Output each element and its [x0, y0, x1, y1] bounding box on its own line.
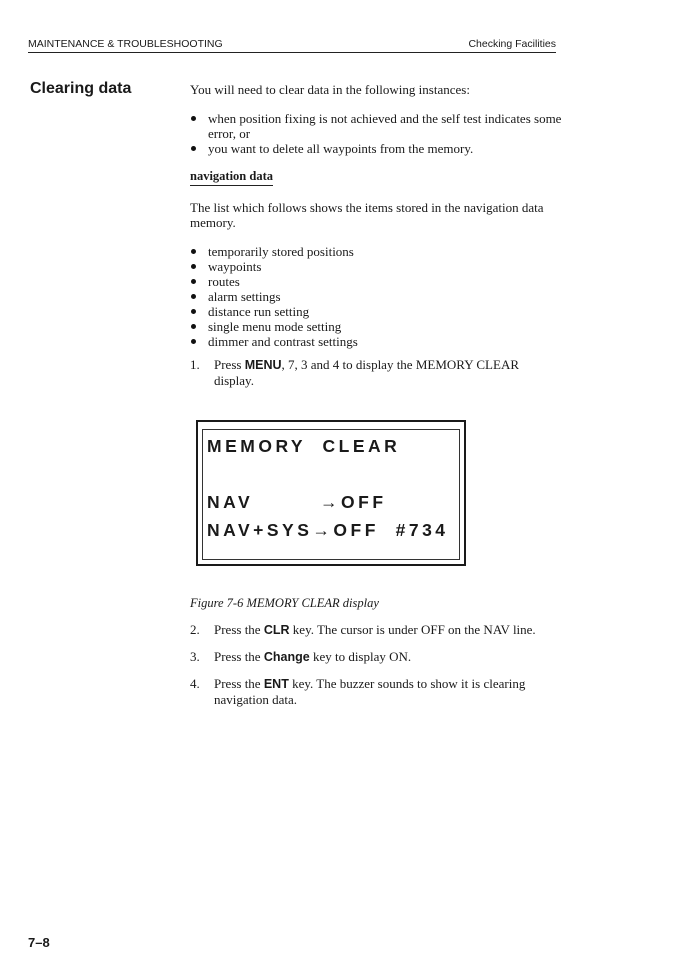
change-key-label: Change	[263, 650, 310, 664]
list-item: distance run setting	[190, 304, 562, 319]
figure-caption: Figure 7-6 MEMORY CLEAR display	[190, 596, 379, 610]
step-3	[190, 649, 562, 665]
body-text-continued	[190, 622, 562, 707]
list-item: dimmer and contrast settings	[190, 334, 562, 349]
menu-key-label: MENU	[244, 358, 282, 372]
ent-key-label: ENT	[263, 677, 289, 691]
step-text: Press the	[214, 622, 264, 637]
lcd-line-nav-sys: NAV+SYS→OFF #734	[207, 520, 449, 540]
steps-list-a	[190, 357, 562, 388]
subheading-navigation-data: navigation data	[190, 169, 273, 186]
list-item: waypoints	[190, 259, 562, 274]
header-topic-label: Checking Facilities	[468, 38, 556, 50]
step-text: Press	[214, 357, 245, 372]
nav-items-list	[190, 244, 562, 349]
header-section-label: MAINTENANCE & TROUBLESHOOTING	[28, 38, 223, 50]
step-text: Press the	[214, 676, 264, 691]
step-4	[190, 676, 562, 707]
lcd-line-nav: NAV →OFF	[207, 492, 387, 512]
step-number: 4.	[190, 676, 200, 691]
intro-paragraph: You will need to clear data in the following instances:	[190, 82, 470, 97]
lcd-screen	[202, 429, 460, 560]
list-item: when position fixing is not achieved and the self test indicates some error, or	[190, 111, 562, 141]
step-1	[190, 357, 562, 388]
running-header	[28, 38, 556, 53]
step-text: Press the	[214, 649, 264, 664]
step-number: 1.	[190, 357, 200, 372]
step-text: key. The buzzer sounds to show it is clearing navigation data.	[214, 676, 526, 707]
list-item: you want to delete all waypoints from the memory.	[190, 141, 562, 156]
list-item: single menu mode setting	[190, 319, 562, 334]
step-2	[190, 622, 562, 638]
step-text: key. The cursor is under OFF on the NAV line.	[289, 622, 536, 637]
list-item: routes	[190, 274, 562, 289]
list-item: temporarily stored positions	[190, 244, 562, 259]
step-text: , 7, 3 and 4 to display the MEMORY CLEAR display.	[214, 357, 520, 388]
step-text: key to display ON.	[309, 649, 412, 664]
nav-intro-paragraph: The list which follows shows the items stored in the navigation data memory.	[190, 200, 544, 230]
clr-key-label: CLR	[263, 623, 290, 637]
list-item: alarm settings	[190, 289, 562, 304]
section-title: Clearing data	[30, 80, 132, 97]
steps-list-b	[190, 622, 562, 707]
instances-list	[190, 111, 562, 156]
step-number: 3.	[190, 649, 200, 664]
memory-clear-lcd-display	[196, 420, 466, 566]
step-number: 2.	[190, 622, 200, 637]
page-number: 7–8	[28, 935, 50, 950]
lcd-line-title: MEMORY CLEAR	[207, 436, 401, 456]
body-text	[190, 82, 562, 388]
